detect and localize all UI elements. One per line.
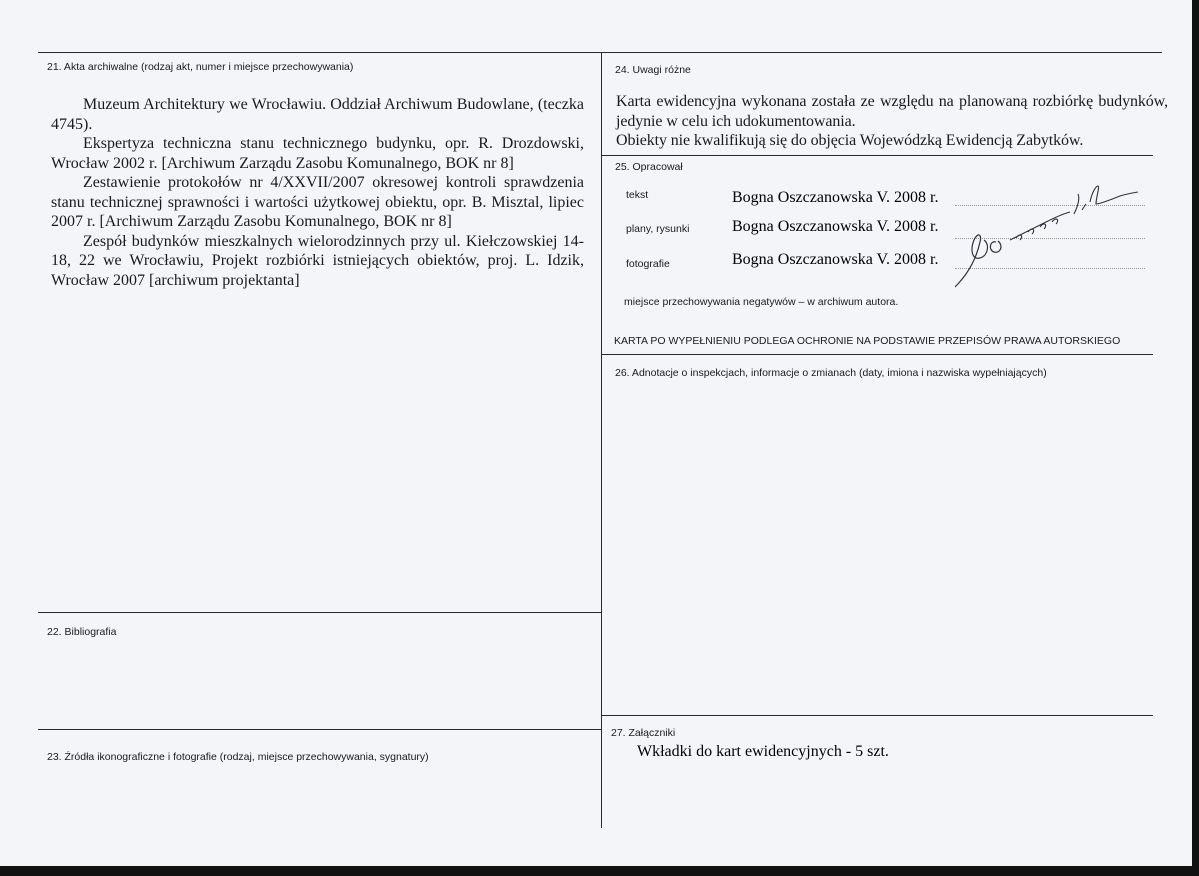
section-21-label: 21. Akta archiwalne (rodzaj akt, numer i miejsce przechowywania) (47, 61, 354, 73)
attachments-text: Wkładki do kart ewidencyjnych - 5 szt. (637, 743, 889, 760)
copyright-notice: KARTA PO WYPEŁNIENIU PODLEGA OCHRONIE NA PODSTAWIE PRZEPISÓW PRAWA AUTORSKIEGO (614, 335, 1121, 347)
author-row-value: Bogna Oszczanowska V. 2008 r. (732, 218, 939, 235)
center-divider (601, 52, 602, 828)
section-23-label: 23. Źródła ikonograficzne i fotografie (rodzaj, miejsce przechowywania, sygnatury) (47, 751, 429, 763)
rule-25-top (602, 155, 1153, 156)
rule-22-top (38, 612, 601, 613)
author-row-key: tekst (626, 189, 649, 201)
remarks-text-2: Obiekty nie kwalifikują się do objęcia Wojewódzką Ewidencją Zabytków. (616, 132, 1084, 149)
top-rule (38, 52, 1162, 53)
author-row-key: fotografie (626, 258, 670, 270)
section-24-text (616, 92, 1168, 151)
archive-entry: Ekspertyza techniczna stanu technicznego budynku, opr. R. Drozdowski, Wrocław 2002 r. [Archiwum Zarządu Zasobu Komunalnego, BOK nr 8] (51, 135, 584, 172)
rule-copyright-bottom (602, 354, 1153, 355)
author-row-value: Bogna Oszczanowska V. 2008 r. (732, 251, 939, 268)
section-21-content (51, 95, 584, 290)
negatives-storage-note: miejsce przechowywania negatywów – w archiwum autora. (624, 296, 899, 308)
author-row-key: plany, rysunki (626, 223, 690, 235)
author-row-value: Bogna Oszczanowska V. 2008 r. (732, 189, 939, 206)
section-27-label: 27. Załączniki (611, 727, 676, 739)
remarks-text: Karta ewidencyjna wykonana została ze względu na planowaną rozbiórkę budynków, jedynie w celu ich udokumentowania. (616, 93, 1168, 130)
section-26-label: 26. Adnotacje o inspekcjach, informacje o zmianach (daty, imiona i nazwiska wypełniających) (615, 367, 1047, 379)
section-24-label: 24. Uwagi różne (615, 64, 691, 76)
archive-entry: Zespół budynków mieszkalnych wielorodzinnych przy ul. Kiełczowskiej 14-18, 22 we Wrocławiu, Projekt rozbiórki istniejących obiektów, proj. L. Idzik, Wrocław 2007 [archiwum projektanta] (51, 232, 584, 289)
archive-entry: Muzeum Architektury we Wrocławiu. Oddział Archiwum Budowlane, (teczka 4745). (51, 96, 584, 133)
archive-entry: Zestawienie protokołów nr 4/XXVII/2007 okresowej kontroli sprawdzenia stanu technicznej sprawności i wartości użytkowej obiektu, opr. B. Misztal, lipiec 2007 r. [Archiwum Zarządu Zasobu Komunalnego, BOK nr 8] (51, 174, 584, 230)
handwritten-signature (950, 182, 1150, 292)
section-22-label: 22. Bibliografia (47, 626, 117, 638)
rule-23-top (38, 729, 601, 730)
section-25-label: 25. Opracował (615, 161, 683, 173)
rule-27-top (602, 715, 1153, 716)
